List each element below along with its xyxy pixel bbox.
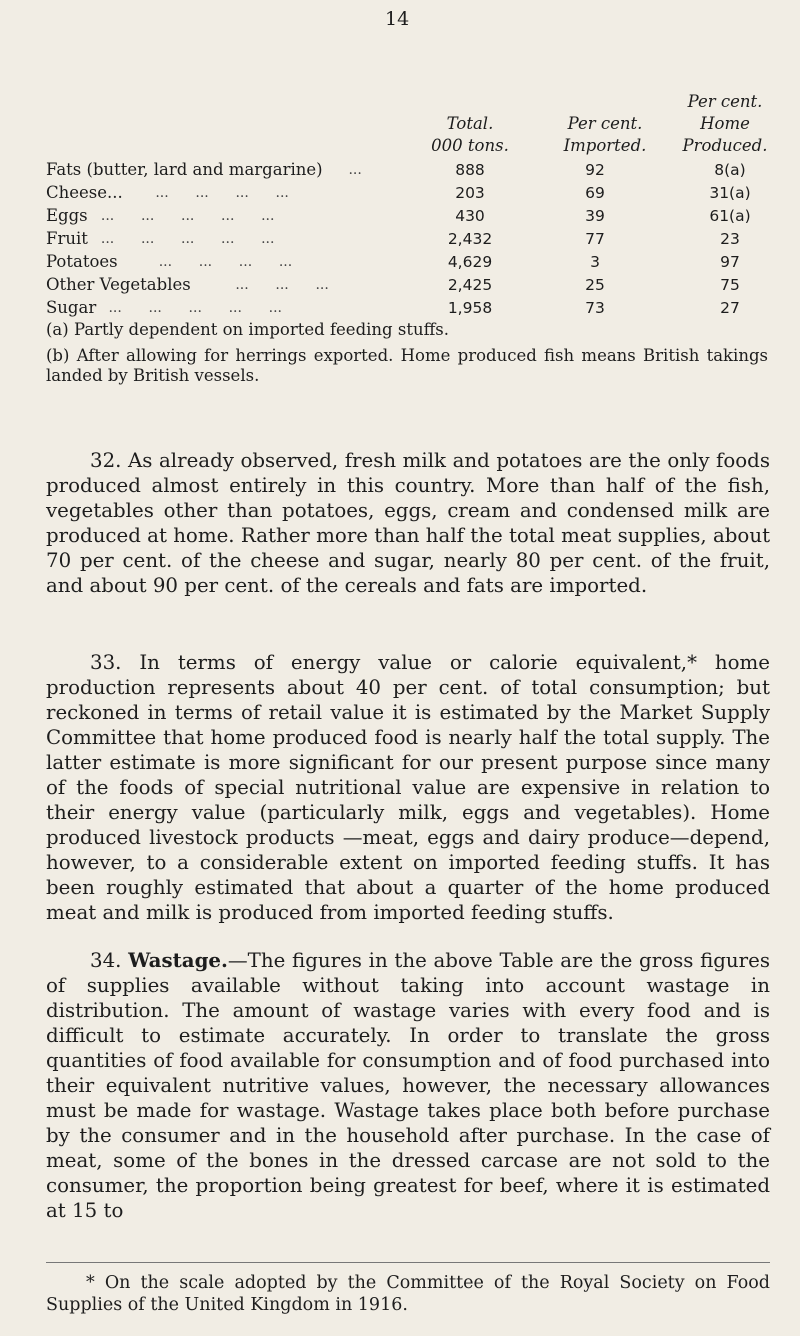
row-leader: ... ... ... — [222, 277, 329, 293]
header-home-percent: Per cent. — [687, 92, 763, 111]
row-home: 27 — [720, 299, 740, 317]
row-imported: 77 — [585, 230, 605, 248]
row-leader: ... ... ... ... ... — [92, 231, 275, 247]
table-row — [0, 159, 800, 181]
row-label: Other Vegetables — [46, 275, 191, 294]
table-row — [0, 297, 800, 319]
header-total-units: 000 tons. — [431, 136, 509, 155]
table-row — [0, 251, 800, 273]
footnote-divider — [46, 1262, 770, 1263]
row-total: 203 — [455, 184, 485, 202]
row-leader: ... — [344, 162, 362, 178]
row-label: Sugar — [46, 298, 97, 317]
header-produced: Produced. — [682, 136, 768, 155]
table-row — [0, 274, 800, 296]
paragraph-33: 33. In terms of energy value or calorie equivalent,* home production represents about 40 per cent. of total consumption; but reckoned in terms of retail value it is estimated by the Market Supply Committee that home produced food is nearly half the total supply. The latter estimate is more significant for our present purpose since many of the foods of special nutritional value are expensive in relation to their energy value (particularly milk, eggs and vegetables). Home produced livestock products —meat, eggs and dairy produce—depend, however, to a considerable extent on imported feeding stuffs. It has been roughly estimated that about a quarter of the home produced meat and milk is produced from imported feeding stuffs. — [46, 651, 770, 924]
row-total: 2,432 — [447, 230, 493, 248]
row-label: Cheese... — [46, 183, 123, 202]
paragraph-34-body: —The figures in the above Table are the gross figures of supplies available without taking into account wastage in distribution. The amount of wastage varies with every food and is difficult to estimate accurately. In order to translate the gross quantities of food available for consumption and of food purchased into their equivalent nutritive values, however, the necessary allowances must be made for wastage. Wastage takes place both before purchase by the consumer and in the household after purchase. In the case of meat, some of the bones in the dressed carcase are not sold to the consumer, the proportion being greatest for beef, where it is estimated at 15 to — [46, 949, 770, 1222]
header-total: Total. — [446, 114, 494, 133]
table-footnote-b: (b) After allowing for herrings exported. Home produced fish means British takings landed by British vessels. — [46, 346, 768, 385]
star-footnote: * On the scale adopted by the Committee of the Royal Society on Food Supplies of the United Kingdom in 1916. — [46, 1273, 770, 1315]
row-imported: 25 — [585, 276, 605, 294]
row-total: 2,425 — [447, 276, 493, 294]
row-home: 97 — [720, 253, 740, 271]
paragraph-34 — [46, 948, 770, 1223]
page-number: 14 — [385, 8, 410, 30]
row-imported: 92 — [585, 161, 605, 179]
table-row — [0, 182, 800, 204]
header-imported: Imported. — [563, 136, 647, 155]
row-label: Eggs — [46, 206, 88, 225]
row-leader: ... ... ... ... — [142, 185, 289, 201]
row-label: Fats (butter, lard and margarine) — [46, 160, 323, 179]
row-imported: 39 — [585, 207, 605, 225]
row-home: 61(a) — [709, 207, 751, 225]
table-row — [0, 228, 800, 250]
row-total: 4,629 — [447, 253, 493, 271]
row-imported: 73 — [585, 299, 605, 317]
row-label: Fruit — [46, 229, 88, 248]
row-imported: 69 — [585, 184, 605, 202]
header-home: Home — [700, 114, 750, 133]
row-imported: 3 — [590, 253, 600, 271]
row-leader: ... ... ... ... ... — [104, 300, 283, 316]
paragraph-34-heading: Wastage. — [128, 948, 228, 972]
row-leader: ... ... ... ... ... — [92, 208, 275, 224]
header-imported-percent: Per cent. — [567, 114, 643, 133]
row-home: 23 — [720, 230, 740, 248]
row-total: 1,958 — [447, 299, 493, 317]
row-home: 75 — [720, 276, 740, 294]
row-total: 888 — [455, 161, 485, 179]
table-footnote-a: (a) Partly dependent on imported feeding stuffs. — [46, 320, 450, 339]
paragraph-34-number: 34. — [90, 949, 122, 972]
row-home: 31(a) — [709, 184, 751, 202]
row-label: Potatoes — [46, 252, 118, 271]
row-home: 8(a) — [714, 161, 746, 179]
paragraph-32: 32. As already observed, fresh milk and potatoes are the only foods produced almost entirely in this country. More than half of the fish, vegetables other than potatoes, eggs, cream and condensed milk are produced at home. Rather more than half the total meat supplies, about 70 per cent. of the cheese and sugar, nearly 80 per cent. of the fruit, and about 90 per cent. of the cereals and fats are imported. — [46, 449, 771, 597]
row-leader: ... ... ... ... — [132, 254, 293, 270]
table-row — [0, 205, 800, 227]
row-total: 430 — [455, 207, 485, 225]
